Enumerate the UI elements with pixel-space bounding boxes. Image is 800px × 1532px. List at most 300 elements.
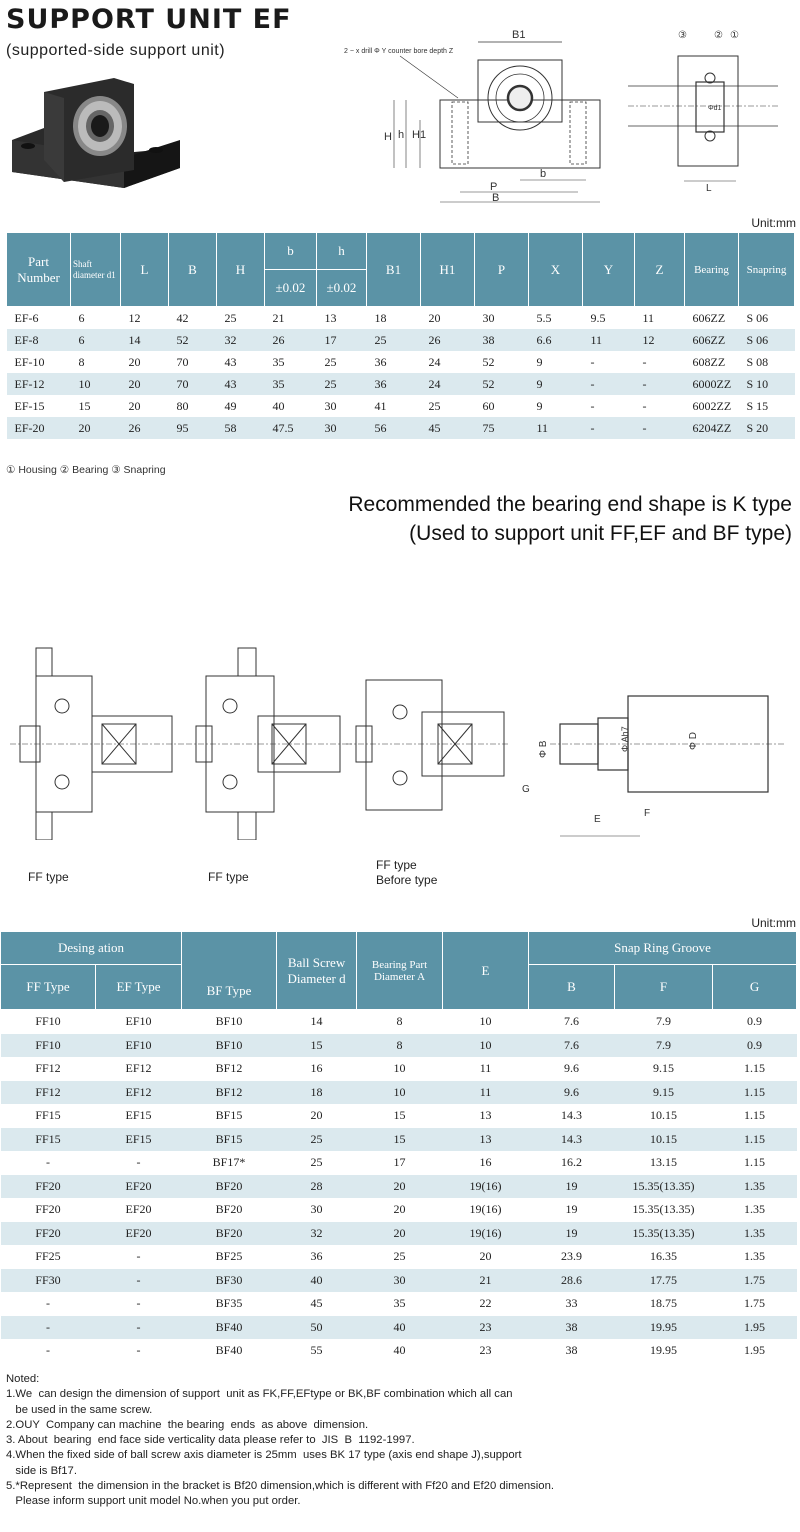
- table-row: [7, 307, 795, 330]
- table-cell: BF40: [182, 1316, 277, 1340]
- table-cell: 19.95: [615, 1316, 713, 1340]
- table-cell: 36: [367, 373, 421, 395]
- table-cell: -: [46, 1155, 50, 1170]
- table-cell: FF20: [1, 1175, 96, 1199]
- table-cell: FF30: [1, 1269, 96, 1293]
- table-cell: 6: [78, 310, 85, 325]
- table-cell: BF35: [215, 1296, 243, 1311]
- th-designation: Desing ation: [1, 932, 182, 965]
- table-cell: 19(16): [443, 1222, 529, 1246]
- table-cell: 24: [421, 373, 475, 395]
- table-cell: 25: [428, 398, 441, 413]
- table-cell: 10: [393, 1061, 406, 1076]
- table-cell: EF-8: [7, 329, 71, 351]
- table-row: [1, 1175, 797, 1199]
- table-cell: 20: [310, 1108, 323, 1123]
- table-cell: 608ZZ: [692, 354, 726, 369]
- table-cell: 1.15: [713, 1128, 797, 1152]
- product-photo: [4, 70, 184, 210]
- dim-b: b: [540, 168, 547, 180]
- th-F: F: [615, 965, 713, 1010]
- table-cell: 42: [176, 310, 189, 325]
- table-cell: 20: [393, 1202, 406, 1217]
- table-cell: S 06: [739, 329, 795, 351]
- table-cell: EF12: [125, 1061, 152, 1076]
- table-cell: -: [635, 373, 685, 395]
- table-cell: 25: [393, 1249, 406, 1264]
- table-cell: 19(16): [443, 1175, 529, 1199]
- drill-label: 2 − x drill Φ Y counter bore depth Z: [344, 48, 454, 55]
- table-cell: 60: [482, 398, 495, 413]
- table-cell: 32: [277, 1222, 357, 1246]
- table-cell: 606ZZ: [685, 329, 739, 351]
- table-row: [1, 1034, 797, 1058]
- table-cell: 7.9: [615, 1034, 713, 1058]
- table-cell: 19: [529, 1175, 615, 1199]
- ef-dimension-table: [6, 232, 795, 439]
- table-cell: 15: [393, 1108, 406, 1123]
- table-cell: 95: [169, 417, 217, 439]
- table-cell: 10: [443, 1034, 529, 1058]
- page-subtitle: (supported-side support unit): [6, 42, 226, 59]
- ff-type-drawing-1: [10, 648, 185, 840]
- table-cell: 30: [310, 1202, 323, 1217]
- table-cell: 1.15: [744, 1108, 766, 1123]
- table-cell: 30: [482, 310, 495, 325]
- table-cell: S 10: [739, 373, 795, 395]
- th-E: E: [443, 932, 529, 1010]
- table-cell: 70: [169, 373, 217, 395]
- table-cell: 14: [121, 329, 169, 351]
- page-title: SUPPORT UNIT EF: [6, 4, 292, 35]
- table-cell: 12: [128, 310, 141, 325]
- table-cell: EF-10: [14, 354, 45, 369]
- dim-phiA: Φ Ah7: [620, 726, 630, 752]
- note-line: side is Bf17.: [6, 1464, 77, 1477]
- table-cell: 9.6: [529, 1081, 615, 1105]
- notes-title: Noted:: [6, 1373, 40, 1385]
- th-ef-type: EF Type: [96, 965, 182, 1010]
- table-cell: FF15: [35, 1108, 61, 1123]
- table-cell: EF20: [96, 1222, 182, 1246]
- table-row: [1, 1222, 797, 1246]
- table-cell: 15.35(13.35): [615, 1222, 713, 1246]
- table-cell: 24: [428, 354, 441, 369]
- dim-G: G: [522, 784, 530, 795]
- table-cell: 18: [277, 1081, 357, 1105]
- table-cell: 13.15: [650, 1155, 678, 1170]
- table-cell: 40: [272, 398, 285, 413]
- table-cell: 75: [475, 417, 529, 439]
- table-cell: 15.35(13.35): [615, 1175, 713, 1199]
- dim-B1: B1: [512, 29, 526, 41]
- table-cell: 6: [71, 329, 121, 351]
- table-row: [1, 1245, 797, 1269]
- table-cell: 21: [272, 310, 285, 325]
- th-B1: B1: [367, 233, 421, 307]
- bearing-end-table: [0, 931, 797, 1363]
- table-cell: EF10: [125, 1014, 152, 1029]
- table-cell: EF20: [96, 1175, 182, 1199]
- table-cell: 20: [121, 373, 169, 395]
- table-cell: 43: [217, 373, 265, 395]
- table-cell: FF12: [35, 1061, 61, 1076]
- table-cell: BF15: [182, 1128, 277, 1152]
- table-row: [1, 1081, 797, 1105]
- th-h-tol: ±0.02: [317, 270, 367, 307]
- table-cell: 33: [565, 1296, 578, 1311]
- table-cell: 1.35: [713, 1222, 797, 1246]
- table-cell: 1.15: [713, 1081, 797, 1105]
- table-cell: 8: [78, 354, 85, 369]
- table-cell: 6002ZZ: [692, 398, 732, 413]
- table-cell: -: [642, 354, 647, 369]
- th-snap-ring: Snap Ring Groove: [529, 932, 797, 965]
- table-cell: -: [136, 1155, 141, 1170]
- table2-unit: Unit:mm: [751, 916, 796, 930]
- table-cell: EF15: [125, 1108, 152, 1123]
- label-ff-type-3: FF type: [376, 858, 417, 872]
- table-cell: 11: [529, 417, 583, 439]
- table-cell: 12: [635, 329, 685, 351]
- table-cell: 0.9: [747, 1014, 763, 1029]
- table-cell: -: [635, 417, 685, 439]
- th-b-tol: ±0.02: [265, 270, 317, 307]
- th-B: B: [529, 965, 615, 1010]
- table-cell: 20: [357, 1175, 443, 1199]
- table-row: [1, 1128, 797, 1152]
- table-cell: FF10: [1, 1034, 96, 1058]
- table-cell: BF20: [215, 1202, 243, 1217]
- table-cell: -: [642, 398, 647, 413]
- table-cell: 70: [176, 354, 189, 369]
- table-cell: 17: [393, 1155, 406, 1170]
- table-cell: 9.15: [653, 1061, 675, 1076]
- table-cell: 6204ZZ: [685, 417, 739, 439]
- table-row: [1, 1339, 797, 1363]
- table-cell: 23: [443, 1316, 529, 1340]
- table-cell: EF-6: [14, 310, 39, 325]
- table-cell: 13: [479, 1108, 492, 1123]
- table-row: [1, 1104, 797, 1128]
- table-cell: 1.35: [744, 1249, 766, 1264]
- table-cell: 1.15: [744, 1061, 766, 1076]
- th-shaft-diameter: Shaft diameter d1: [71, 233, 121, 307]
- table-cell: 1.95: [744, 1343, 766, 1358]
- table-cell: FF20: [1, 1222, 96, 1246]
- ff-type-drawing-3: [346, 680, 510, 810]
- table-cell: BF20: [182, 1222, 277, 1246]
- table-row: [1, 1057, 797, 1081]
- table-cell: 1.95: [713, 1316, 797, 1340]
- table-cell: FF20: [35, 1202, 61, 1217]
- table-cell: -: [590, 398, 595, 413]
- table-cell: BF15: [215, 1108, 243, 1123]
- table-cell: 35: [265, 373, 317, 395]
- label-ff-type-1: FF type: [28, 870, 69, 884]
- table-cell: 606ZZ: [692, 310, 726, 325]
- table-cell: 7.9: [656, 1014, 672, 1029]
- table-cell: 20: [128, 354, 141, 369]
- table-cell: 38: [529, 1316, 615, 1340]
- ff-type-drawing-2: [186, 648, 352, 840]
- table-cell: 16: [479, 1155, 492, 1170]
- table-cell: 14: [310, 1014, 323, 1029]
- dim-phiD: Φ D: [688, 732, 699, 750]
- table-cell: 10: [71, 373, 121, 395]
- table-cell: 35: [393, 1296, 406, 1311]
- callout-3: ③: [678, 30, 687, 41]
- table-row: [7, 373, 795, 395]
- table-cell: 20: [479, 1249, 492, 1264]
- table-cell: FF15: [1, 1128, 96, 1152]
- table-cell: 20: [428, 310, 441, 325]
- th-X: X: [529, 233, 583, 307]
- table-cell: -: [136, 1343, 141, 1358]
- table-cell: 30: [357, 1269, 443, 1293]
- dim-H1: H1: [412, 129, 427, 141]
- table-cell: EF-12: [7, 373, 71, 395]
- table-row: [1, 1010, 797, 1034]
- dim-F: F: [644, 808, 651, 819]
- table-cell: 0.9: [713, 1034, 797, 1058]
- table-cell: 25: [317, 373, 367, 395]
- table-cell: EF15: [96, 1128, 182, 1152]
- notes: [6, 1372, 554, 1510]
- table-cell: 20: [357, 1222, 443, 1246]
- table-cell: BF40: [215, 1343, 243, 1358]
- table-cell: FF25: [35, 1249, 61, 1264]
- table-cell: 38: [565, 1343, 578, 1358]
- table-cell: 23: [479, 1343, 492, 1358]
- table-cell: 45: [310, 1296, 323, 1311]
- table-cell: 7.6: [529, 1034, 615, 1058]
- table-cell: 16.2: [561, 1155, 583, 1170]
- note-line: 5.*Represent the dimension in the bracket is Bf20 dimension,which is different with Ff20 and Ef20 dimension.: [6, 1480, 554, 1493]
- note-line: Please inform support unit model No.when you put order.: [6, 1495, 301, 1508]
- table-cell: 18: [374, 310, 387, 325]
- table-cell: 9: [529, 373, 583, 395]
- table-cell: FF12: [1, 1081, 96, 1105]
- table-cell: 25: [367, 329, 421, 351]
- dim-d1: Φd1: [708, 105, 722, 112]
- table-cell: 22: [479, 1296, 492, 1311]
- table-cell: 11: [642, 310, 655, 325]
- table-cell: 14.3: [529, 1128, 615, 1152]
- note-line: be used in the same screw.: [6, 1403, 153, 1416]
- table-cell: 11: [479, 1061, 492, 1076]
- table-cell: 10: [357, 1081, 443, 1105]
- table-cell: BF10: [215, 1014, 243, 1029]
- table-row: [7, 417, 795, 439]
- table-cell: -: [136, 1249, 141, 1264]
- table-cell: 18.75: [650, 1296, 678, 1311]
- table-cell: 25: [324, 354, 337, 369]
- table-cell: S 15: [746, 398, 769, 413]
- note-line: 4.When the fixed side of ball screw axis diameter is 25mm uses BK 17 type (axis end shape J),support: [6, 1449, 522, 1462]
- label-before-type: Before type: [376, 873, 438, 887]
- th-b: b: [265, 233, 317, 270]
- table-cell: 41: [374, 398, 387, 413]
- table-cell: BF12: [182, 1081, 277, 1105]
- table-cell: BF12: [215, 1061, 243, 1076]
- note-line: 1.We can design the dimension of support unit as FK,FF,EFtype or BK,BF combination which all can: [6, 1388, 513, 1401]
- table1-legend: ① Housing ② Bearing ③ Snapring: [6, 464, 166, 476]
- recommendation-line1: Recommended the bearing end shape is K type: [348, 493, 792, 516]
- table-cell: 8: [357, 1034, 443, 1058]
- table-cell: 50: [277, 1316, 357, 1340]
- table-cell: -: [46, 1343, 50, 1358]
- table-cell: 43: [224, 354, 237, 369]
- table-cell: 52: [169, 329, 217, 351]
- note-line: 3. About bearing end face side verticality data please refer to JIS B 1192-1997.: [6, 1434, 415, 1447]
- table-cell: 9.15: [615, 1081, 713, 1105]
- callout-1: ①: [730, 30, 739, 41]
- table-cell: 49: [224, 398, 237, 413]
- table-cell: 1.35: [744, 1202, 766, 1217]
- front-view-drawing: [330, 20, 610, 215]
- table-cell: 16.35: [650, 1249, 678, 1264]
- table-cell: BF25: [215, 1249, 243, 1264]
- table-cell: 5.5: [536, 310, 552, 325]
- table-cell: 52: [475, 373, 529, 395]
- table-cell: EF-20: [7, 417, 71, 439]
- dim-L: L: [706, 183, 712, 194]
- table-cell: 28: [277, 1175, 357, 1199]
- dim-H: H: [384, 131, 392, 143]
- th-Z: Z: [635, 233, 685, 307]
- table-cell: EF10: [96, 1034, 182, 1058]
- table-cell: -: [96, 1316, 182, 1340]
- table-cell: FF10: [35, 1014, 61, 1029]
- table-cell: 28.6: [529, 1269, 615, 1293]
- note-line: 2.OUY Company can machine the bearing ends as above dimension.: [6, 1418, 369, 1431]
- table-row: [7, 329, 795, 351]
- table-cell: 40: [277, 1269, 357, 1293]
- table-cell: 9: [536, 354, 543, 369]
- table-cell: 14.3: [561, 1108, 583, 1123]
- table-cell: 19(16): [469, 1202, 502, 1217]
- table-cell: -: [583, 373, 635, 395]
- table-row: [7, 395, 795, 417]
- table-row: [1, 1151, 797, 1175]
- th-L: L: [121, 233, 169, 307]
- table-cell: 1.75: [713, 1269, 797, 1293]
- dim-P: P: [490, 181, 498, 193]
- table-cell: 10: [479, 1014, 492, 1029]
- th-bf-type: BF Type: [182, 932, 277, 1010]
- recommendation-line2: (Used to support unit FF,EF and BF type): [409, 522, 792, 545]
- th-H1: H1: [421, 233, 475, 307]
- table-cell: -: [583, 417, 635, 439]
- table-cell: 9.6: [564, 1061, 580, 1076]
- table-cell: 16: [310, 1061, 323, 1076]
- table-cell: 55: [310, 1343, 323, 1358]
- callout-2: ②: [714, 30, 723, 41]
- table-cell: 58: [217, 417, 265, 439]
- table-row: [1, 1269, 797, 1293]
- table-cell: 13: [443, 1128, 529, 1152]
- table-cell: 20: [128, 398, 141, 413]
- table-cell: 1.15: [744, 1155, 766, 1170]
- table-cell: 32: [217, 329, 265, 351]
- table-cell: 35: [272, 354, 285, 369]
- table-cell: 15: [357, 1128, 443, 1152]
- table-cell: 25: [310, 1155, 323, 1170]
- table-cell: -: [1, 1316, 96, 1340]
- table-cell: BF30: [182, 1269, 277, 1293]
- table-cell: 19: [529, 1222, 615, 1246]
- table-cell: -: [96, 1269, 182, 1293]
- table-cell: S 06: [746, 310, 769, 325]
- th-B: B: [169, 233, 217, 307]
- table-cell: 15.35(13.35): [632, 1202, 695, 1217]
- table-cell: 17.75: [615, 1269, 713, 1293]
- table-cell: BF17*: [212, 1155, 246, 1170]
- table-cell: EF12: [96, 1081, 182, 1105]
- th-ff-type: FF Type: [1, 965, 96, 1010]
- table-cell: 20: [71, 417, 121, 439]
- th-bearing-part: Bearing Part Diameter A: [357, 932, 443, 1010]
- table-cell: 30: [324, 398, 337, 413]
- table-row: [1, 1292, 797, 1316]
- table-row: [7, 351, 795, 373]
- table-cell: 47.5: [265, 417, 317, 439]
- table-cell: 23.9: [561, 1249, 583, 1264]
- table-row: [1, 1316, 797, 1340]
- table-cell: 26: [121, 417, 169, 439]
- th-H: H: [217, 233, 265, 307]
- table-cell: 9: [536, 398, 543, 413]
- table-cell: 38: [475, 329, 529, 351]
- table-cell: 36: [310, 1249, 323, 1264]
- th-h: h: [317, 233, 367, 270]
- table-cell: 9.5: [590, 310, 606, 325]
- table-cell: 1.35: [713, 1175, 797, 1199]
- table-cell: BF10: [182, 1034, 277, 1058]
- th-part-number: Part Number: [7, 233, 71, 307]
- table-cell: 8: [396, 1014, 403, 1029]
- table-cell: EF20: [125, 1202, 152, 1217]
- table-cell: 17: [317, 329, 367, 351]
- table-cell: 26: [265, 329, 317, 351]
- shaft-end-detail: [522, 696, 785, 836]
- th-ballscrew: Ball Screw Diameter d: [277, 932, 357, 1010]
- table-cell: 80: [176, 398, 189, 413]
- table-cell: 15: [277, 1034, 357, 1058]
- bearing-end-drawings: [10, 640, 800, 840]
- table-cell: S 20: [739, 417, 795, 439]
- table-cell: -: [46, 1296, 50, 1311]
- recommendation-text: [348, 490, 792, 548]
- table-cell: EF-15: [14, 398, 45, 413]
- table-cell: -: [136, 1296, 141, 1311]
- th-bearing: Bearing: [685, 233, 739, 307]
- table-cell: 11: [583, 329, 635, 351]
- side-view-drawing: [628, 26, 788, 196]
- table1-unit: Unit:mm: [751, 216, 796, 230]
- table-cell: 45: [421, 417, 475, 439]
- table-cell: 52: [482, 354, 495, 369]
- dim-E: E: [594, 814, 601, 825]
- table-cell: 11: [443, 1081, 529, 1105]
- th-P: P: [475, 233, 529, 307]
- table-cell: 7.6: [564, 1014, 580, 1029]
- dim-B: B: [492, 192, 500, 204]
- table-cell: 1.75: [744, 1296, 766, 1311]
- table-cell: 19.95: [650, 1343, 678, 1358]
- table-cell: 26: [421, 329, 475, 351]
